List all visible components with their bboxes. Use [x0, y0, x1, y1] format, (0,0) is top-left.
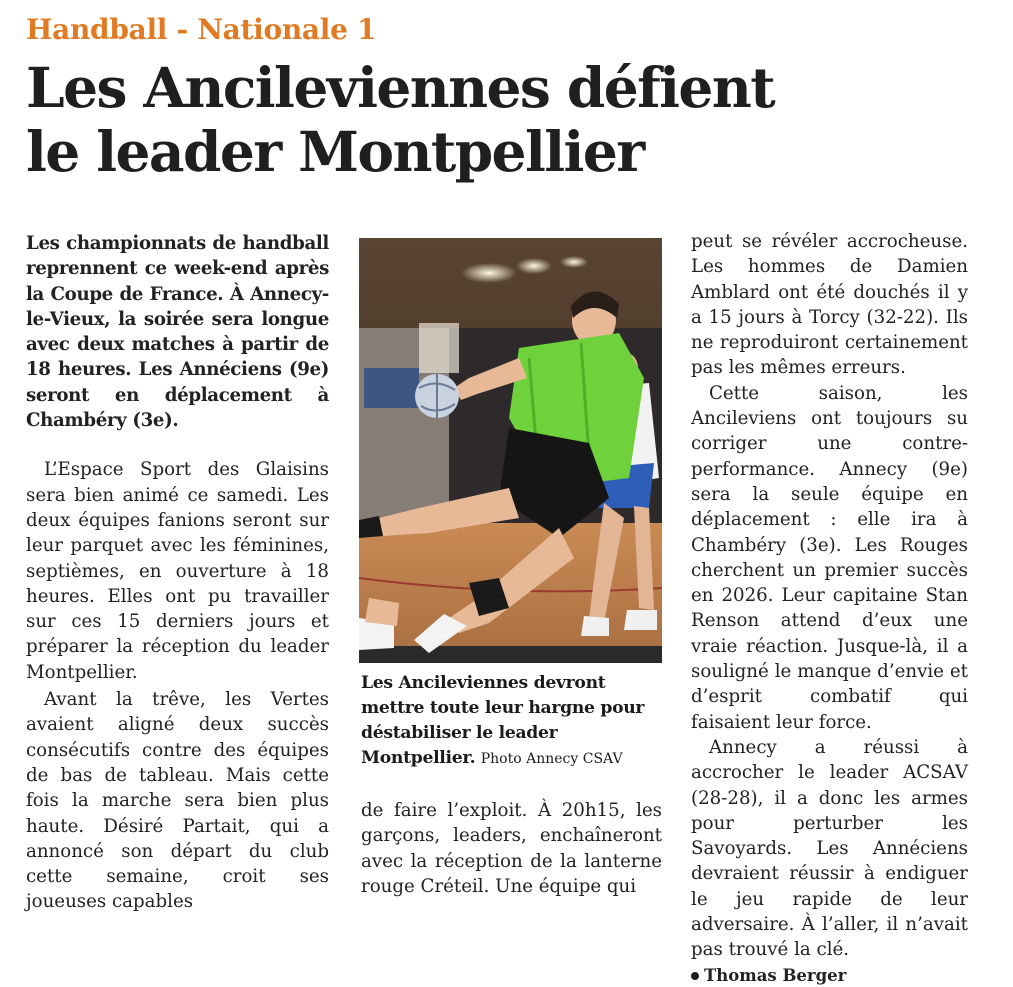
body-paragraph-1: L’Espace Sport des Glaisins sera bien animé ce samedi. Les deux équipes fanions seront sur leur parquet avec les féminines, septièmes, en ouverture à 18 heures. Elles ont pu travailler sur ces 15 derniers jours et préparer la réception du leader Montpellier. [26, 459, 329, 683]
body-paragraph-3: Cette saison, les Ancileviens ont toujours su corriger une contre-performance. Annecy (9e) sera la seule équipe en déplacement : elle ira à Chambéry (3e). Les Rouges cherchent un premier succès en 2026. Leur capitaine Stan Renson attend d’eux une vraie réaction. Jusque-là, il a souligné le manque d’envie et d’esprit combatif qui faisaient leur force. [691, 382, 968, 733]
photo-credit: Photo Annecy CSAV [480, 751, 623, 767]
bullet-icon [691, 972, 699, 980]
article-lead: Les championnats de handball reprennent ce week-end après la Coupe de France. À Annecy-le-Vieux, la soirée sera longue avec deux matches à partir de 18 heures. Les Annéciens (9e) seront en déplacement à Chambéry (3e). [26, 233, 329, 432]
headline-line-2: le leader Montpellier [26, 119, 644, 184]
author-name: Thomas Berger [704, 965, 847, 985]
article-column-3 [691, 229, 968, 987]
headline [26, 56, 986, 184]
section-kicker: Handball - Nationale 1 [26, 13, 377, 46]
body-paragraph-4: Annecy a réussi à accrocher le leader ACSAV (28-28), il a donc les armes pour perturber les Savoyards. Les Annéciens devraient réussir à endiguer le jeu rapide de leur adversaire. À l’aller, il n’avait pas trouvé la clé. [691, 736, 968, 961]
body-paragraph-2-continued: de faire l’exploit. À 20h15, les garçons, leaders, enchaîneront avec la réception de la lanterne rouge Créteil. Une équipe qui [361, 800, 662, 897]
handball-player-image [359, 238, 662, 663]
body-paragraph-2: Avant la trêve, les Vertes avaient aligné deux succès consécutifs contre des équipes de bas de tableau. Mais cette fois la marche sera bien plus haute. Désiré Partait, qui a annoncé son départ du club cette semaine, croit ses joueuses capables [26, 689, 329, 913]
body-paragraph-2-end: peut se révéler accrocheuse. Les hommes de Damien Amblard ont été douchés il y a 15 jours à Torcy (32-22). Ils ne reproduiront certainement pas les mêmes erreurs. [691, 231, 968, 379]
article-photo [359, 238, 662, 663]
article-column-1 [26, 231, 329, 915]
article-column-2 [361, 798, 662, 899]
headline-line-1: Les Ancileviennes défient [26, 55, 775, 120]
photo-caption [361, 671, 664, 772]
author-byline [691, 965, 968, 987]
caption-text: Les Ancileviennes devront mettre toute leur hargne pour déstabiliser le leader Montpellier. [361, 673, 645, 768]
